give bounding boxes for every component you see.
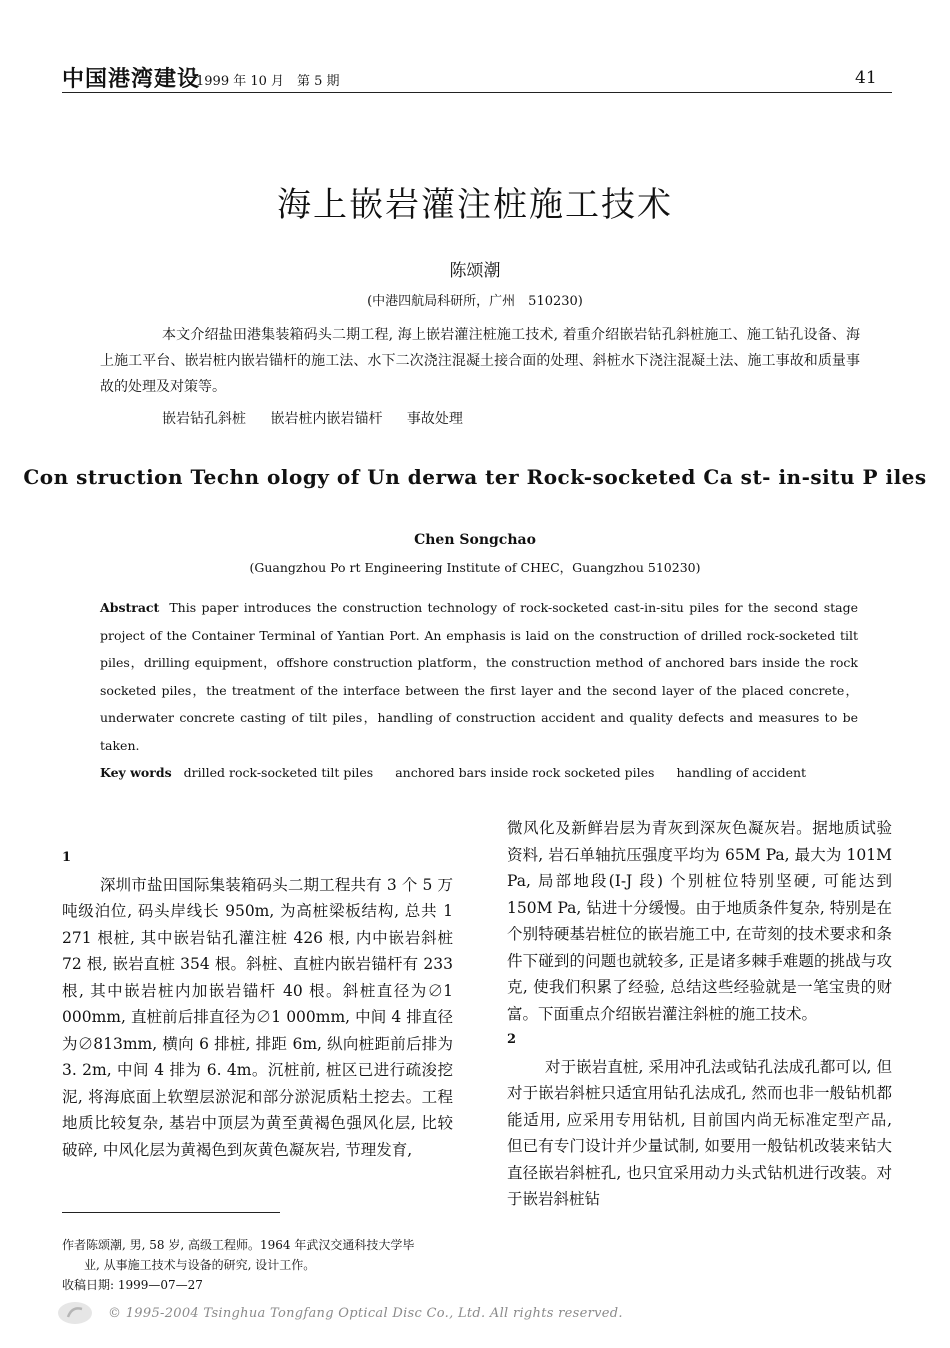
- header-rule: [62, 92, 892, 93]
- keywords-chinese: [162, 408, 483, 428]
- issue-info: 1999 年 10 月 第 5 期: [196, 74, 340, 89]
- copyright-notice: © 1995-2004 Tsinghua Tongfang Optical Disc Co., Ltd. All rights reserved.: [108, 1306, 623, 1321]
- keyword-en: drilled rock-socketed tilt piles: [183, 765, 374, 780]
- section-number: 2: [507, 1032, 517, 1047]
- abstract-english: [100, 594, 858, 759]
- keywords-english: [100, 765, 828, 780]
- body-column-right: [507, 815, 892, 1213]
- title-english: Con struction Techn ology of Un derwa ter Rock-socketed Ca st- in-situ P iles: [23, 465, 927, 489]
- abstract-chinese: 本文介绍盐田港集装箱码头二期工程, 海上嵌岩灌注桩施工技术, 着重介绍嵌岩钻孔斜桩施工、施工钻孔设备、海上施工平台、嵌岩桩内嵌岩锚杆的施工法、水下二次浇注混凝土接合面的处理、斜桩水下浇注混凝土法、施工事故和质量事故的处理及对策等。: [100, 327, 860, 395]
- section-number: 1: [62, 850, 72, 865]
- keyword-cn: 嵌岩钻孔斜桩: [162, 411, 246, 427]
- keyword-cn: 嵌岩桩内嵌岩锚杆: [270, 411, 383, 427]
- title-chinese: 海上嵌岩灌注桩施工技术: [277, 185, 673, 225]
- author-chinese: 陈颂潮: [449, 261, 501, 281]
- body-paragraph: 深圳市盐田国际集装箱码头二期工程共有 3 个 5 万吨级泊位, 码头岸线长 950m, 为高桩梁板结构, 总共 1 271 根桩, 其中嵌岩钻孔灌注桩 426 根, 内中嵌岩斜桩 72 根, 嵌岩直桩 354 根。斜桩、直桩内嵌岩锚杆有 233 根, 其中嵌岩桩内加嵌岩锚杆 40 根。斜桩直径为∅1 000mm, 直桩前后排直径为∅1 000mm, 中间 4 排直径为∅813mm, 横向 6 排桩, 排距 6m, 纵向桩距前后排为 3. 2m, 中间 4 排为 6. 4m。沉桩前, 桩区已进行疏浚挖泥, 将海底面上软塑层淤泥和部分淤泥质粘土挖去。工程地质比较复杂, 基岩中顶层为黄至黄褐色强风化层, 比较破碎, 中风化层为黄褐色到灰黄色凝灰岩, 节理发育,: [62, 875, 453, 1159]
- body-paragraph: 对于嵌岩直桩, 采用冲孔法或钻孔法成孔都可以, 但对于嵌岩斜桩只适宜用钻孔法成孔, 然而也非一般钻机都能适用, 应采用专用钻机, 目前国内尚无标准定型产品, 但已有专门设计并少量试制, 如要用一般钻机改装来钻大直径嵌岩斜桩孔, 也只宜采用动力头式钻机进行改装。对于嵌岩斜桩钻: [507, 1057, 892, 1208]
- keyword-en: handling of accident: [676, 765, 807, 780]
- footnote-rule: [62, 1212, 280, 1213]
- body-paragraph: 微风化及新鲜岩层为青灰到深灰色凝灰岩。据地质试验资料, 岩石单轴抗压强度平均为 65M Pa, 最大为 101M Pa, 局部地段(I-J 段) 个别桩位特别坚硬, 可能达到 150M Pa, 钻进十分缓慢。由于地质条件复杂, 特别是在个别特硬基岩桩位的嵌岩施工中, 在苛刻的技术要求和条件下碰到的问题也就较多, 正是诸多棘手难题的挑战与攻克, 使我们积累了经验, 总结这些经验就是一笔宝贵的财富。下面重点介绍嵌岩灌注斜桩的施工技术。: [507, 819, 892, 1023]
- footnote-author-info: 业, 从事施工技术与设备的研究, 设计工作。: [84, 1258, 316, 1272]
- page-number: 41: [855, 68, 877, 88]
- abstract-label: Abstract: [100, 600, 160, 615]
- affiliation-chinese: (中港四航局科研所，广州 510230): [367, 294, 583, 309]
- journal-name: 中国港湾建设: [62, 67, 201, 92]
- abstract-text: This paper introduces the construction technology of rock-socketed cast-in-situ piles for the second stage project of the Container Terminal of Yantian Port. An emphasis is laid on the construction of drilled rock-socketed tilt piles，drilling equipment，offshore construction platform，the construction method of anchored bars inside the rock socketed piles，the treatment of the interface between the first layer and the second layer of the placed concrete，underwater concrete casting of tilt piles，handling of construction accident and quality defects and measures to be taken.: [100, 600, 858, 753]
- publisher-logo-icon: [56, 1300, 94, 1326]
- author-english: Chen Songchao: [414, 532, 536, 548]
- keyword-cn: 事故处理: [406, 411, 463, 427]
- footnote-author-info: 作者陈颂潮, 男, 58 岁, 高级工程师。1964 年武汉交通科技大学毕: [62, 1238, 415, 1252]
- affiliation-english: (Guangzhou Po rt Engineering Institute of CHEC，Guangzhou 510230): [249, 560, 701, 575]
- footnote: [62, 1235, 457, 1295]
- body-column-left: [62, 845, 453, 1163]
- footnote-received-date: 收稿日期: 1999—07—27: [62, 1278, 203, 1292]
- keyword-en: anchored bars inside rock socketed piles: [395, 765, 655, 780]
- keywords-label: Key words: [100, 765, 172, 780]
